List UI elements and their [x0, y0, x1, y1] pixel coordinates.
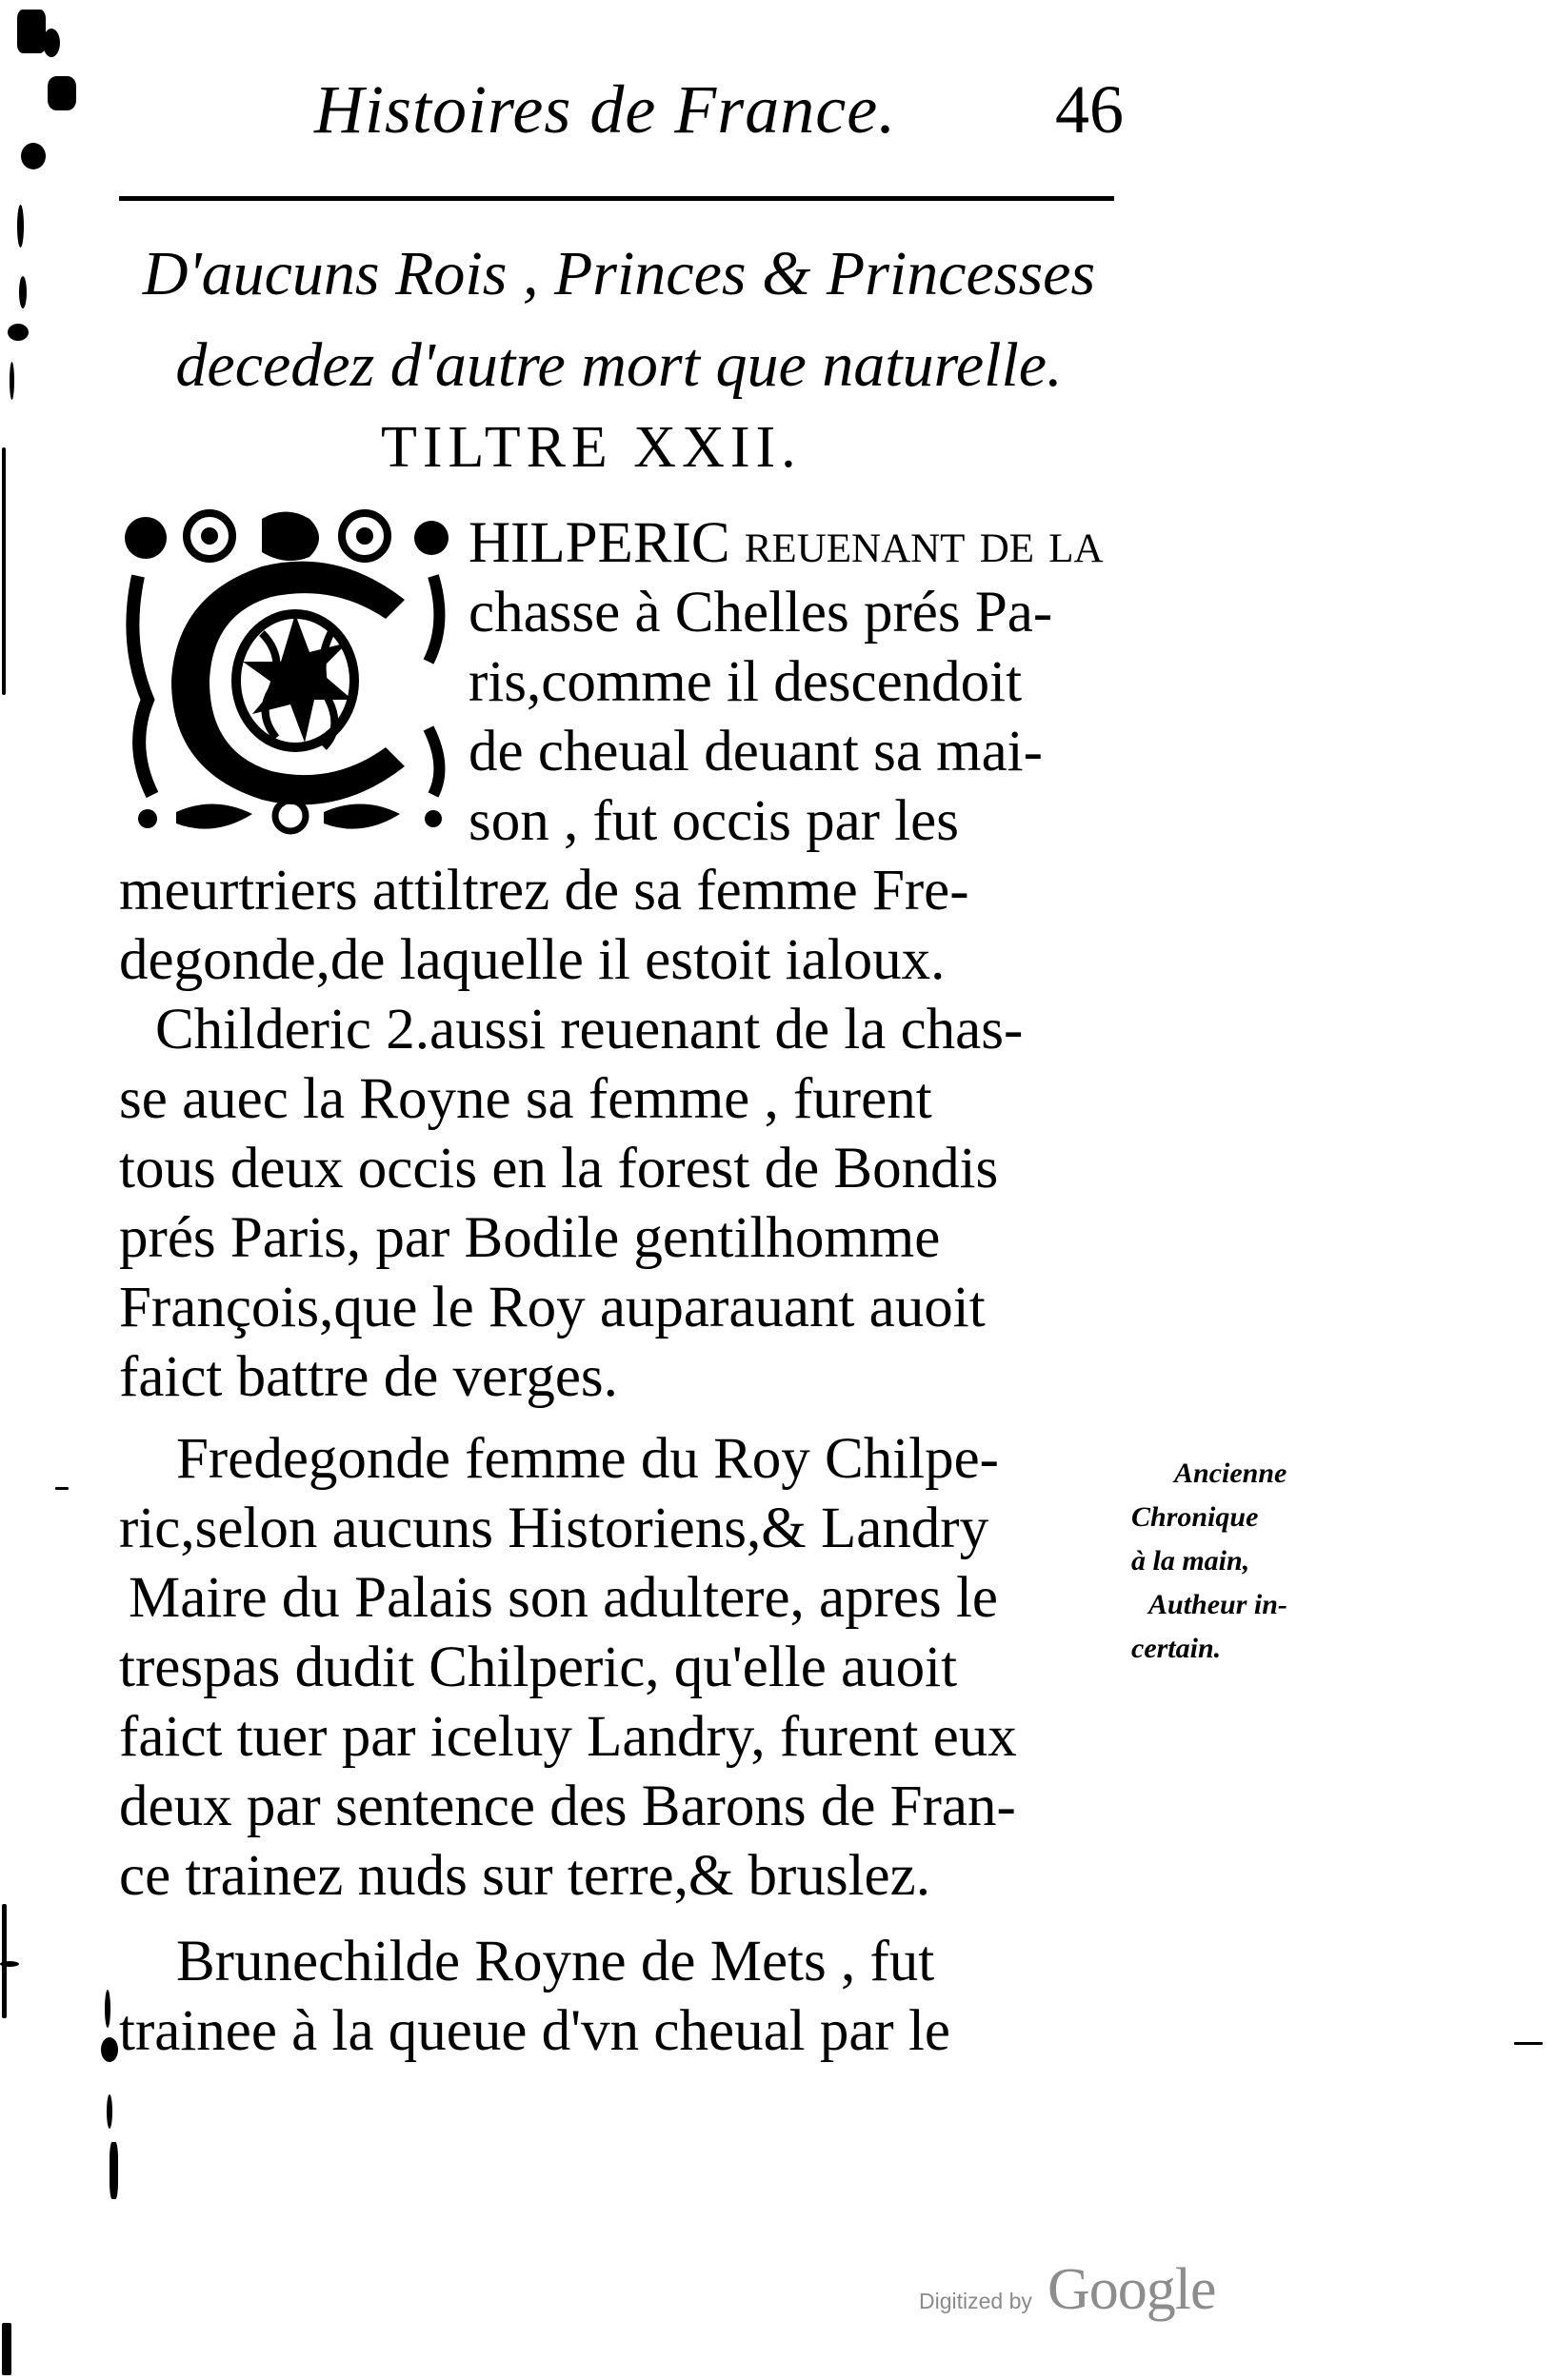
scan-speck [105, 1990, 110, 2028]
scan-speck [48, 76, 76, 110]
text-line: meurtriers attiltrez de sa femme Fre- [119, 859, 969, 922]
text-line: ce trainez nuds sur terre,& bruslez. [119, 1844, 930, 1908]
running-header [314, 67, 1124, 152]
text-line: François,que le Roy auparauant auoit [119, 1276, 986, 1339]
text-line: son , fut occis par les [469, 789, 959, 853]
text-line: HILPERIC reuenant de la [469, 511, 1104, 575]
margin-note-line: à la main, [1131, 1545, 1250, 1577]
digitized-by-text: Digitized by [919, 2289, 1032, 2313]
digitized-by-google [919, 2256, 1233, 2332]
margin-note-line: Autheur in- [1148, 1589, 1287, 1620]
page-number: 46 [1055, 71, 1124, 148]
text-line: trainee à la queue d'vn cheual par le [119, 1999, 951, 2063]
text-line: ris,comme il descendoit [469, 650, 1023, 714]
scan-speck [21, 143, 46, 169]
ornament-initial-icon [119, 509, 457, 838]
margin-note [1131, 1452, 1360, 1671]
scan-speck [17, 205, 24, 248]
scan-speck [0, 1961, 19, 1967]
scan-speck [43, 29, 60, 57]
text-line: faict battre de verges. [119, 1345, 618, 1409]
scan-speck [2, 2323, 11, 2375]
text-line: de cheual deuant sa mai- [469, 720, 1043, 783]
chapter-heading [114, 228, 1124, 411]
text-line: Fredegonde femme du Roy Chilpe- [176, 1427, 999, 1491]
text-line: trespas dudit Chilperic, qu'elle auoit [119, 1636, 958, 1699]
text-line: tous deux occis en la forest de Bondis [119, 1137, 999, 1200]
text-line: Childeric 2.aussi reuenant de la chas- [155, 998, 1024, 1061]
heading-line-1: D'aucuns Rois , Princes & Princesses [142, 239, 1096, 308]
text-line: se auec la Royne sa femme , furent [119, 1067, 932, 1131]
margin-note-line: Chronique [1131, 1501, 1259, 1533]
scan-speck [10, 362, 14, 400]
scan-speck [2, 447, 6, 695]
text-line: deux par sentence des Barons de Fran- [119, 1775, 1016, 1838]
running-title: Histoires de France. [314, 71, 897, 148]
text-line: prés Paris, par Bodile gentilhomme [119, 1206, 941, 1270]
margin-note-line: Ancienne [1174, 1458, 1287, 1489]
text-line: degonde,de laquelle il estoit ialoux. [119, 928, 946, 992]
google-logo: Google [1047, 2257, 1216, 2322]
scan-speck [55, 1487, 69, 1490]
text-line: Maire du Palais son adultere, apres le [129, 1566, 999, 1630]
margin-note-line: certain. [1131, 1633, 1222, 1664]
text-line: faict tuer par iceluy Landry, furent eux [119, 1705, 1017, 1769]
scan-speck [1514, 2042, 1543, 2045]
text-line: chasse à Chelles prés Pa- [469, 581, 1053, 645]
scan-speck [19, 276, 27, 308]
text-line: ric,selon aucuns Historiens,& Landry [119, 1497, 989, 1560]
decorated-initial [119, 509, 457, 838]
scan-speck [17, 10, 46, 53]
text-line: Brunechilde Royne de Mets , fut [176, 1930, 935, 1993]
header-rule [119, 196, 1114, 201]
scan-speck [107, 2094, 112, 2129]
title-number: TILTRE XXII. [381, 415, 802, 480]
scan-speck [101, 2037, 118, 2062]
scan-speck [8, 324, 29, 341]
heading-line-2: decedez d'autre mort que naturelle. [175, 330, 1063, 400]
scan-speck [110, 2142, 118, 2199]
